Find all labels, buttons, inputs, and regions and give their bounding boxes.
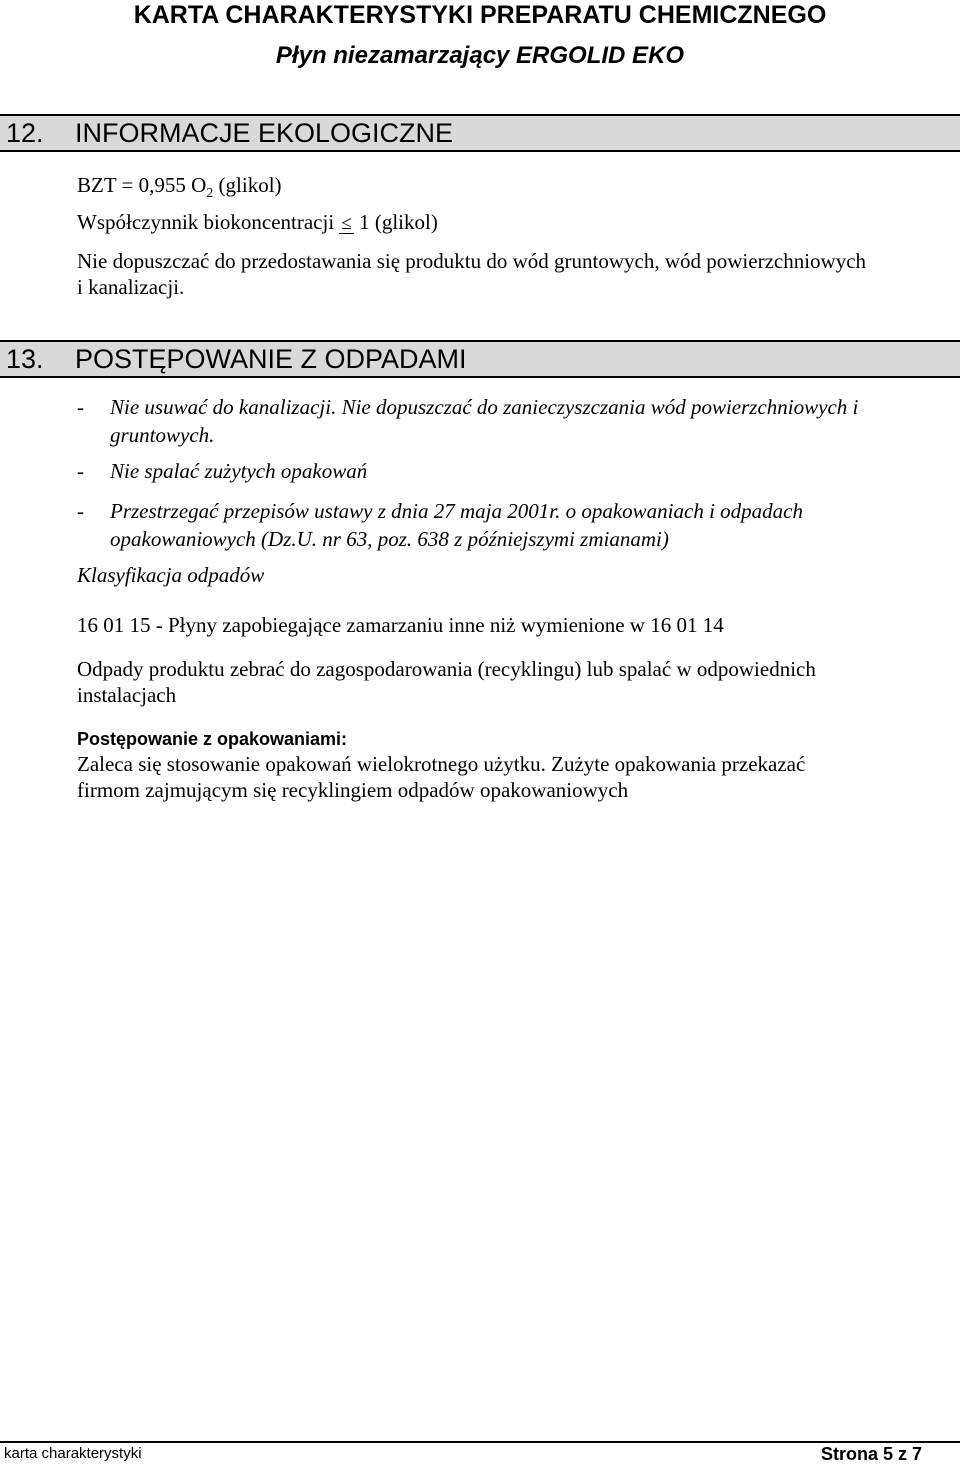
bullet-dash: -	[77, 499, 84, 523]
eco-text-line-1: Nie dopuszczać do przedostawania się produktu do wód gruntowych, wód powierzchniowych	[77, 249, 867, 273]
section-title: INFORMACJE EKOLOGICZNE	[75, 118, 454, 148]
section-title: POSTĘPOWANIE Z ODPADAMI	[75, 344, 467, 374]
footer-doc-label: karta charakterystyki	[4, 1445, 142, 1462]
section-13-header	[0, 340, 960, 378]
bullet-3-line-2: opakowaniowych (Dz.U. nr 63, poz. 638 z późniejszymi zmianami)	[110, 527, 669, 551]
bio-prefix: Współczynnik biokoncentracji	[77, 210, 340, 234]
packaging-line-1: Zaleca się stosowanie opakowań wielokrotnego użytku. Zużyte opakowania przekazać	[77, 752, 806, 776]
bzt-subscript: 2	[206, 186, 214, 202]
bio-suffix: 1 (glikol)	[353, 210, 438, 234]
footer-divider	[0, 1441, 960, 1443]
disposal-line-2: instalacjach	[77, 683, 177, 707]
bzt-suffix: (glikol)	[213, 173, 282, 197]
bullet-dash: -	[77, 459, 84, 483]
packaging-heading: Postępowanie z opakowaniami:	[77, 729, 348, 749]
bullet-2: Nie spalać zużytych opakowań	[110, 459, 368, 483]
product-name: Płyn niezamarzający ERGOLID EKO	[275, 42, 685, 69]
section-number: 12.	[6, 118, 44, 148]
waste-classification-label: Klasyfikacja odpadów	[77, 563, 265, 587]
bullet-3-line-1: Przestrzegać przepisów ustawy z dnia 27 maja 2001r. o opakowaniach i odpadach	[110, 499, 803, 523]
bullet-1-line-2: gruntowych.	[110, 423, 215, 447]
bullet-dash: -	[77, 395, 84, 419]
section-number: 13.	[6, 344, 44, 374]
page-number: Strona 5 z 7	[820, 1444, 922, 1464]
bullet-1-line-1: Nie usuwać do kanalizacji. Nie dopuszczać do zanieczyszczania wód powierzchniowych i	[110, 395, 859, 419]
bzt-prefix: BZT = 0,955 O	[77, 173, 207, 197]
less-equal-symbol: ≤	[341, 213, 352, 234]
packaging-line-2: firmom zajmującym się recyklingiem odpadów opakowaniowych	[77, 778, 629, 802]
section-12-header	[0, 114, 960, 152]
bioconcentration-line	[77, 209, 438, 235]
waste-code-line: 16 01 15 - Płyny zapobiegające zamarzaniu inne niż wymienione w 16 01 14	[77, 613, 724, 637]
bzt-line	[77, 172, 282, 207]
disposal-line-1: Odpady produktu zebrać do zagospodarowania (recyklingu) lub spalać w odpowiednich	[77, 657, 816, 681]
document-title: KARTA CHARAKTERYSTYKI PREPARATU CHEMICZNEGO	[133, 1, 827, 29]
eco-text-line-2: i kanalizacji.	[77, 275, 185, 299]
